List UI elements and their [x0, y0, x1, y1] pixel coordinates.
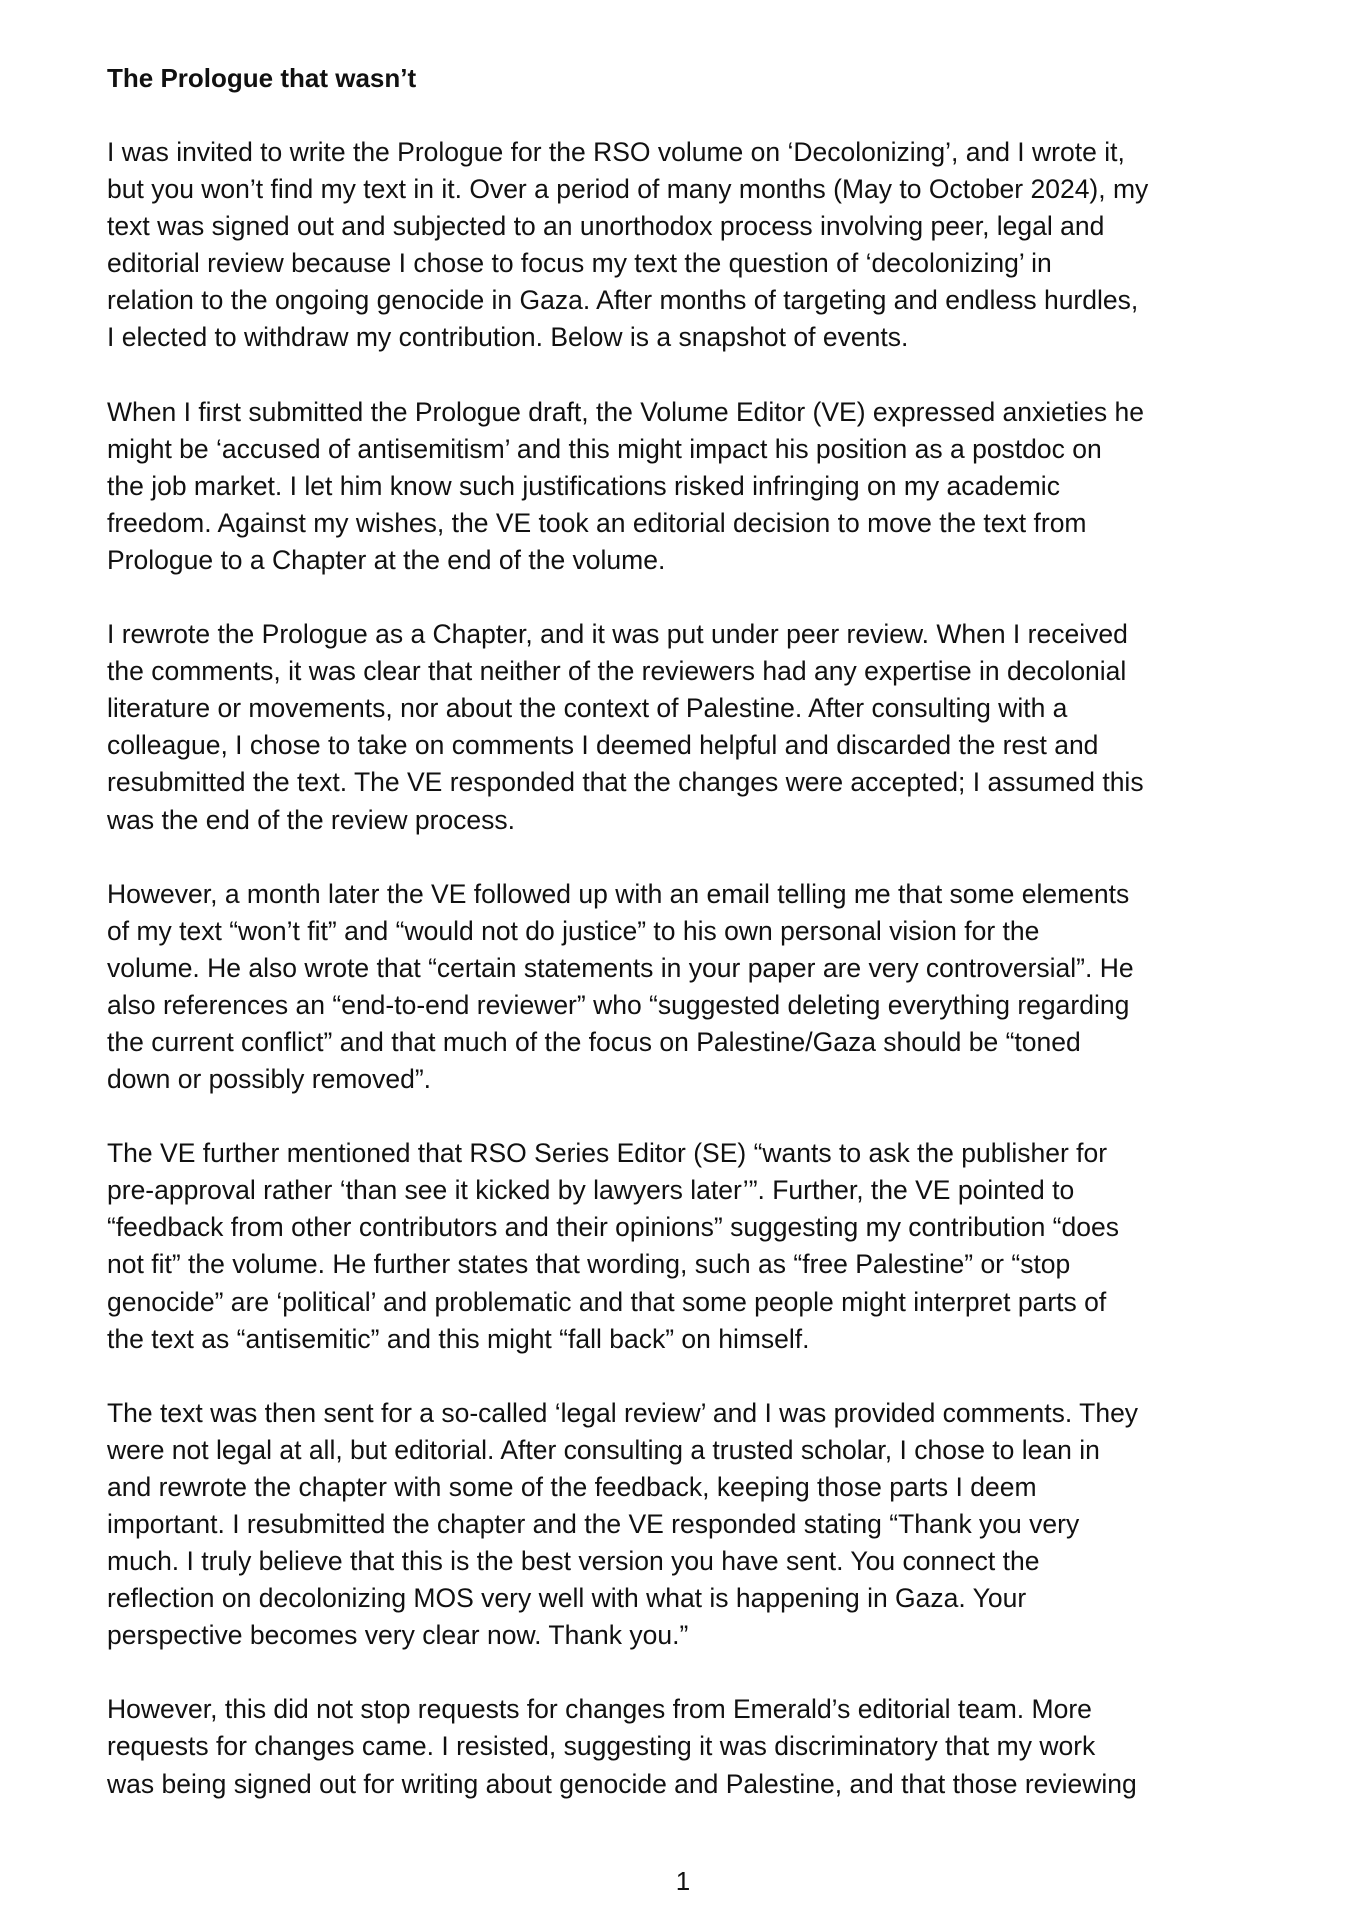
text-line: However, a month later the VE followed up with an email telling me that some elements [107, 878, 1130, 909]
text-line: not fit” the volume. He further states that wording, such as “free Palestine” or “stop [107, 1249, 1071, 1280]
text-line: genocide” are ‘political’ and problematic and that some people might interpret parts of [107, 1286, 1107, 1317]
text-line: of my text “won’t fit” and “would not do justice” to his own personal vision for the [107, 915, 1040, 946]
text-line: I elected to withdraw my contribution. Below is a snapshot of events. [107, 322, 909, 353]
document-title: The Prologue that wasn’t [107, 63, 417, 93]
text-line: text was signed out and subjected to an unorthodox process involving peer, legal and [107, 211, 1105, 242]
text-line: the comments, it was clear that neither of the reviewers had any expertise in decolonial [107, 656, 1127, 687]
paragraph [107, 1135, 1267, 1358]
text-line: the job market. I let him know such justifications risked infringing on my academic [107, 470, 1060, 501]
document-page [107, 60, 1267, 1840]
text-line: I rewrote the Prologue as a Chapter, and it was put under peer review. When I received [107, 619, 1128, 650]
text-line: perspective becomes very clear now. Thank you.” [107, 1620, 689, 1651]
text-line: was being signed out for writing about genocide and Palestine, and that those reviewing [107, 1768, 1137, 1799]
text-line: requests for changes came. I resisted, suggesting it was discriminatory that my work [107, 1731, 1096, 1762]
page-number: 1 [675, 1866, 691, 1896]
text-line: volume. He also wrote that “certain statements in your paper are very controversial”. He [107, 952, 1134, 983]
paragraph [107, 1691, 1267, 1802]
text-line: much. I truly believe that this is the best version you have sent. You connect the [107, 1546, 1040, 1577]
text-line: However, this did not stop requests for changes from Emerald’s editorial team. More [107, 1694, 1092, 1725]
text-line: colleague, I chose to take on comments I deemed helpful and discarded the rest and [107, 730, 1099, 761]
paragraph [107, 134, 1267, 357]
paragraph [107, 876, 1267, 1099]
text-line: When I first submitted the Prologue draft, the Volume Editor (VE) expressed anxieties he [107, 396, 1144, 427]
text-line: the text as “antisemitic” and this might “fall back” on himself. [107, 1323, 810, 1354]
paragraph [107, 1395, 1267, 1655]
text-line: was the end of the review process. [107, 804, 516, 835]
text-line: important. I resubmitted the chapter and the VE responded stating “Thank you very [107, 1509, 1080, 1539]
text-line: the current conflict” and that much of the focus on Palestine/Gaza should be “toned [107, 1026, 1081, 1057]
text-line: freedom. Against my wishes, the VE took an editorial decision to move the text from [107, 507, 1087, 538]
text-line: also references an “end-to-end reviewer” who “suggested deleting everything regarding [107, 989, 1130, 1020]
text-line: pre-approval rather ‘than see it kicked by lawyers later’”. Further, the VE pointed to [107, 1175, 1075, 1206]
text-line: resubmitted the text. The VE responded that the changes were accepted; I assumed this [107, 767, 1144, 798]
text-line: and rewrote the chapter with some of the feedback, keeping those parts I deem [107, 1471, 1037, 1502]
text-line: The VE further mentioned that RSO Series Editor (SE) “wants to ask the publisher for [107, 1138, 1108, 1169]
text-line: might be ‘accused of antisemitism’ and this might impact his position as a postdoc on [107, 433, 1102, 464]
text-line: relation to the ongoing genocide in Gaza. After months of targeting and endless hurdles, [107, 285, 1139, 316]
text-line: but you won’t find my text in it. Over a period of many months (May to October 2024), my [107, 174, 1149, 205]
text-line: reflection on decolonizing MOS very well with what is happening in Gaza. Your [107, 1583, 1027, 1614]
text-line: editorial review because I chose to focus my text the question of ‘decolonizing’ in [107, 248, 1052, 279]
text-line: down or possibly removed”. [107, 1064, 432, 1095]
text-line: “feedback from other contributors and their opinions” suggesting my contribution “does [107, 1212, 1119, 1243]
text-line: literature or movements, nor about the context of Palestine. After consulting with a [107, 693, 1068, 724]
text-line: I was invited to write the Prologue for the RSO volume on ‘Decolonizing’, and I wrote it, [107, 137, 1125, 167]
document-body [107, 134, 1267, 1803]
text-line: were not legal at all, but editorial. After consulting a trusted scholar, I chose to lean in [107, 1434, 1100, 1465]
text-line: The text was then sent for a so-called ‘legal review’ and I was provided comments. They [107, 1397, 1139, 1428]
paragraph [107, 616, 1267, 839]
text-line: Prologue to a Chapter at the end of the volume. [107, 544, 666, 575]
paragraph [107, 394, 1267, 579]
